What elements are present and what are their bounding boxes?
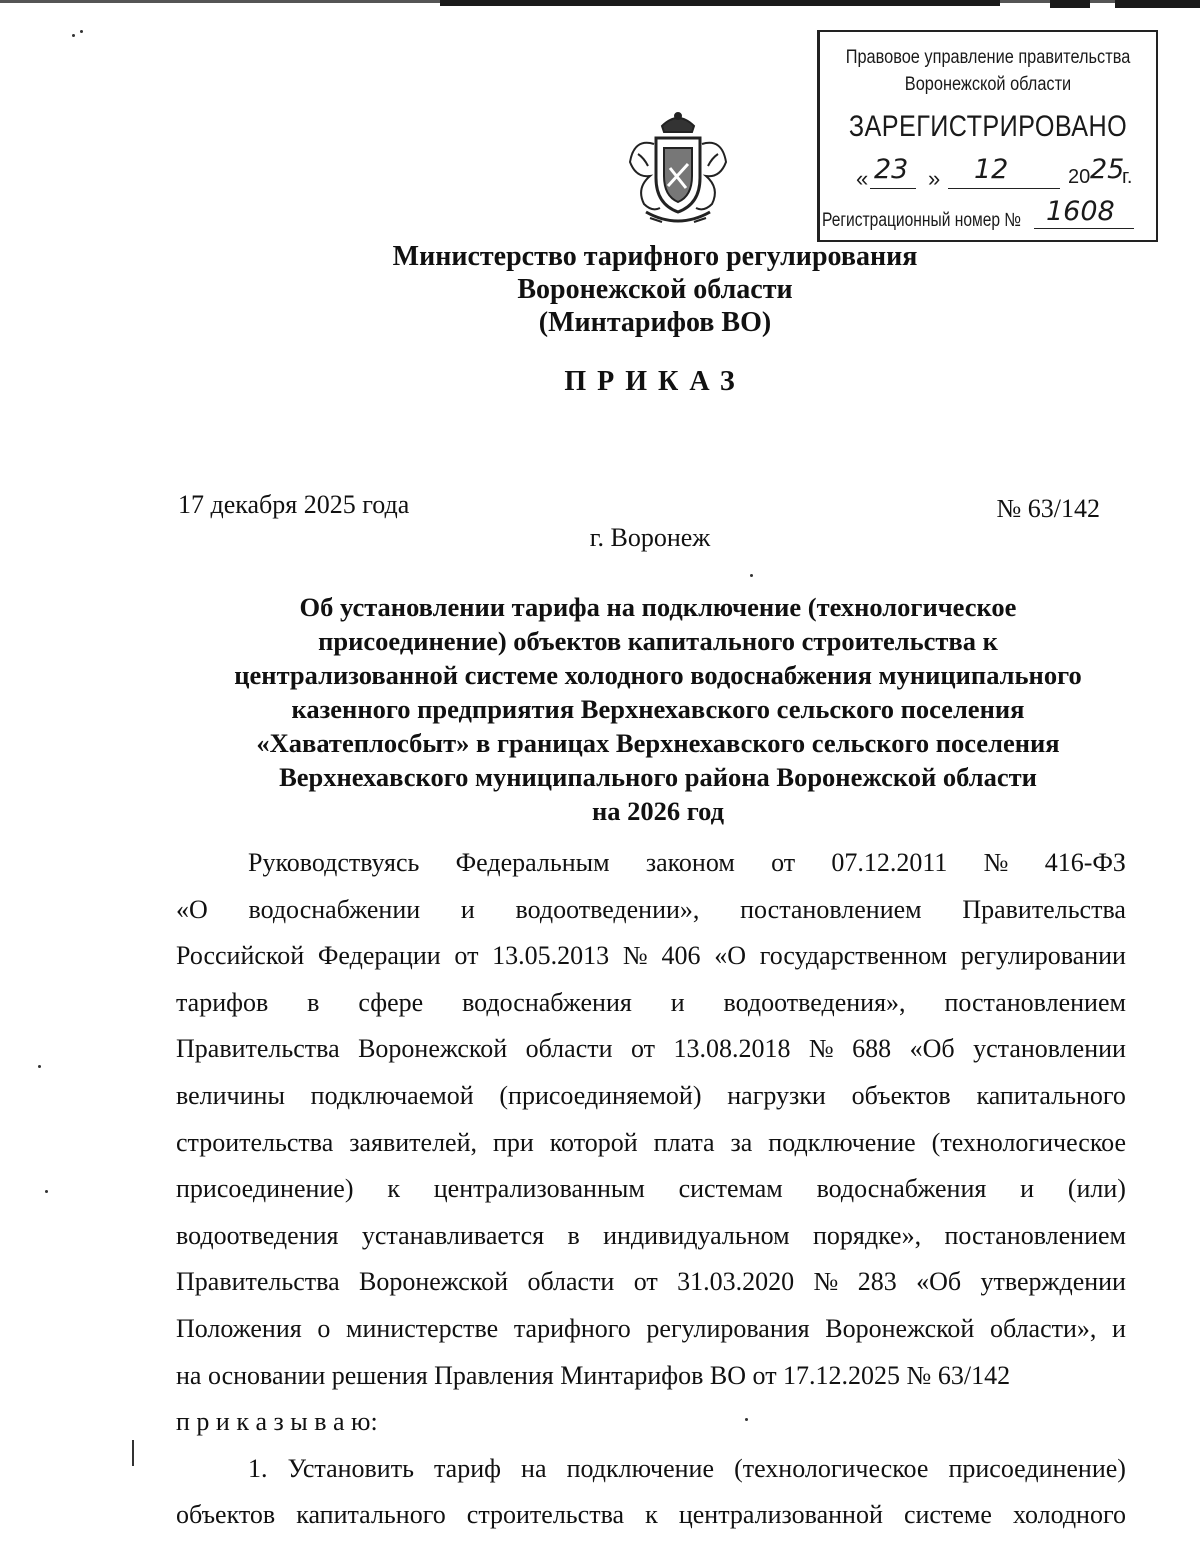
title-line: казенного предприятия Верхнехавского сельского поселения xyxy=(291,694,1025,724)
body-word: при xyxy=(492,1127,534,1157)
body-word: 688 xyxy=(852,1034,892,1064)
body-word: тарифного xyxy=(513,1313,631,1343)
title-line: присоединение) объектов капитального строительства к xyxy=(318,626,998,656)
scan-speck xyxy=(45,1190,48,1193)
stamp-org-line: Правовое управление правительства xyxy=(845,47,1131,68)
title-line: на 2026 год xyxy=(591,796,725,826)
body-word: к xyxy=(387,1174,400,1204)
body-word: тариф xyxy=(434,1453,501,1483)
body-word: (технологическое xyxy=(734,1453,929,1483)
stamp-date-row xyxy=(856,154,1146,192)
body-word: устанавливается xyxy=(361,1220,545,1250)
body-word: № xyxy=(813,1267,839,1297)
body-line xyxy=(176,887,1126,934)
stamp-registered-label: ЗАРЕГИСТРИРОВАНО xyxy=(848,110,1128,143)
body-word: Правительства xyxy=(176,1034,340,1064)
stamp-day: 23 xyxy=(874,154,909,185)
stamp-number-row xyxy=(822,196,1152,236)
body-word: к xyxy=(645,1500,658,1530)
body-word: Воронежской xyxy=(825,1313,975,1343)
body-word: объектов xyxy=(176,1500,276,1530)
scan-edge-mark xyxy=(440,0,1000,6)
scan-speck xyxy=(750,574,753,577)
body-word: холодного xyxy=(1012,1500,1126,1530)
stamp-quote-close: » xyxy=(928,166,941,191)
title-line: Верхнехавского муниципального района Воронежской области xyxy=(279,762,1037,792)
body-word: плата xyxy=(653,1127,715,1157)
body-word: Российской xyxy=(176,941,305,971)
body-word: за xyxy=(730,1127,753,1157)
body-line: на основании решения Правления Минтарифов ВО от 17.12.2025 № 63/142 xyxy=(176,1360,1011,1390)
body-word: от xyxy=(771,848,796,877)
body-word: «Об xyxy=(916,1267,962,1297)
body-word: 13.05.2013 xyxy=(492,941,610,971)
body-word: водоснабжении xyxy=(248,894,421,924)
body-line xyxy=(176,980,1126,1027)
body-word: (присоединяемой) xyxy=(499,1080,702,1110)
body-line xyxy=(176,840,1126,887)
ministry-abbreviation: (Минтарифов ВО) xyxy=(538,307,772,338)
body-word: централизованной xyxy=(678,1500,883,1530)
body-line xyxy=(176,933,1126,980)
body-word: которой xyxy=(549,1127,638,1157)
stamp-org-line: Воронежской области xyxy=(904,74,1072,95)
title-line: Об установлении тарифа на подключение (технологическое xyxy=(299,592,1017,622)
body-word: № xyxy=(983,848,1009,877)
body-word: присоединение) xyxy=(948,1453,1126,1483)
stamp-reg-label: Регистрационный номер № xyxy=(822,210,1022,231)
body-word: индивидуальном xyxy=(603,1220,790,1250)
body-word: порядке», xyxy=(812,1220,922,1250)
body-word: и xyxy=(670,987,685,1017)
body-word: Воронежской xyxy=(358,1034,508,1064)
body-word: Воронежской xyxy=(359,1267,509,1297)
ministry-name-line1: Министерство тарифного регулирования xyxy=(392,241,918,272)
body-line xyxy=(176,1213,1126,1260)
registration-stamp xyxy=(817,30,1158,242)
body-word: законом xyxy=(645,848,735,877)
body-word: 31.03.2020 xyxy=(677,1267,795,1297)
body-word: водоснабжения xyxy=(816,1174,987,1204)
body-word: области xyxy=(525,1034,613,1064)
body-word: подключение xyxy=(768,1127,916,1157)
body-word: и xyxy=(1020,1174,1035,1204)
body-line xyxy=(176,1492,1126,1539)
scan-edge-mark xyxy=(1050,0,1090,8)
body-word: капитального xyxy=(296,1500,446,1530)
body-word: области», xyxy=(989,1313,1097,1343)
scan-edge-mark xyxy=(1115,0,1200,8)
order-date: 17 декабря 2025 года xyxy=(178,490,410,519)
order-body xyxy=(176,840,1126,1539)
body-line xyxy=(176,1026,1126,1073)
order-city: г. Воронеж xyxy=(589,523,711,552)
body-word: Установить xyxy=(287,1453,414,1483)
body-word: о xyxy=(317,1313,331,1343)
body-line xyxy=(176,1306,1126,1353)
body-word: (технологическое xyxy=(931,1127,1126,1157)
stamp-year-mark: г. xyxy=(1122,166,1133,188)
body-line xyxy=(176,1166,1126,1213)
body-word: государственном xyxy=(759,941,948,971)
body-line-command: п р и к а з ы в а ю: xyxy=(176,1407,378,1437)
body-word: Руководствуясь xyxy=(248,848,420,877)
stamp-year-suffix: 25 xyxy=(1090,154,1125,185)
body-word: 13.08.2018 xyxy=(673,1034,791,1064)
body-word: «Об xyxy=(909,1034,955,1064)
body-word: подключение xyxy=(566,1453,714,1483)
body-word: в xyxy=(567,1220,580,1250)
body-word: установлении xyxy=(973,1034,1126,1064)
stamp-organization xyxy=(844,44,1133,98)
title-line: «Хаватеплосбыт» в границах Верхнехавского сельского поселения xyxy=(256,728,1060,758)
body-word: водоотведения xyxy=(176,1220,339,1250)
order-number: № 63/142 xyxy=(996,494,1100,523)
scan-speck xyxy=(72,34,75,37)
body-word: Правительства xyxy=(962,894,1126,924)
body-word: постановлением xyxy=(944,987,1126,1017)
body-word: и xyxy=(460,894,475,924)
body-line xyxy=(176,1073,1126,1120)
body-word: капитального xyxy=(976,1080,1126,1110)
body-word: объектов xyxy=(851,1080,951,1110)
body-word: области xyxy=(527,1267,615,1297)
body-word: «О xyxy=(714,941,746,971)
body-word: тарифов xyxy=(176,987,269,1017)
body-word: № xyxy=(622,941,648,971)
body-word: регулирования xyxy=(646,1313,810,1343)
stamp-year-prefix: 20 xyxy=(1068,166,1091,188)
body-word: № xyxy=(808,1034,834,1064)
body-line xyxy=(176,1259,1126,1306)
document-type: ПРИКАЗ xyxy=(564,366,746,397)
body-word: подключаемой xyxy=(310,1080,474,1110)
body-word: 07.12.2011 xyxy=(831,848,948,877)
body-word: сфере xyxy=(358,987,424,1017)
stamp-month: 12 xyxy=(974,154,1009,185)
body-word: утверждении xyxy=(980,1267,1126,1297)
coat-of-arms-emblem xyxy=(626,108,730,228)
scan-speck xyxy=(38,1065,41,1068)
body-word: 416-ФЗ xyxy=(1044,848,1126,877)
body-word: от xyxy=(633,1267,658,1297)
body-word: «О xyxy=(176,894,208,924)
body-word: 283 xyxy=(857,1267,897,1297)
scan-mark-vertical xyxy=(132,1440,134,1466)
body-word: на xyxy=(521,1453,547,1483)
body-word: величины xyxy=(176,1080,285,1110)
body-word: системам xyxy=(678,1174,783,1204)
body-word: Положения xyxy=(176,1313,302,1343)
body-word: системе xyxy=(903,1500,992,1530)
body-word: нагрузки xyxy=(727,1080,826,1110)
body-word: строительства xyxy=(176,1127,334,1157)
body-word: регулировании xyxy=(960,941,1126,971)
body-word: присоединение) xyxy=(176,1174,354,1204)
body-word: водоотведении», xyxy=(515,894,700,924)
body-word: строительства xyxy=(466,1500,625,1530)
body-line xyxy=(176,1120,1126,1167)
body-word: от xyxy=(454,941,479,971)
body-word: Правительства xyxy=(176,1267,340,1297)
body-word: водоотведения», xyxy=(723,987,906,1017)
body-word: заявителей, xyxy=(349,1127,477,1157)
body-line xyxy=(176,1446,1126,1493)
body-word: в xyxy=(307,987,320,1017)
body-word: (или) xyxy=(1067,1174,1126,1204)
ministry-name-line2: Воронежской области xyxy=(517,274,793,305)
title-line: централизованной системе холодного водоснабжения муниципального xyxy=(234,660,1082,690)
body-word: водоснабжения xyxy=(462,987,632,1017)
scan-speck xyxy=(80,30,83,33)
stamp-reg-number: 1608 xyxy=(1046,196,1115,227)
body-word: министерстве xyxy=(346,1313,499,1343)
body-word: и xyxy=(1112,1313,1126,1343)
body-word: Федерации xyxy=(317,941,441,971)
body-word: постановлением xyxy=(944,1220,1126,1250)
body-word: от xyxy=(630,1034,655,1064)
body-word: постановлением xyxy=(740,894,922,924)
body-word: Федеральным xyxy=(455,848,610,877)
body-word: 406 xyxy=(661,941,701,971)
body-word: 1. xyxy=(248,1453,268,1483)
stamp-quote-open: « xyxy=(856,166,869,191)
order-title xyxy=(178,590,1138,828)
body-word: централизованным xyxy=(433,1174,645,1204)
